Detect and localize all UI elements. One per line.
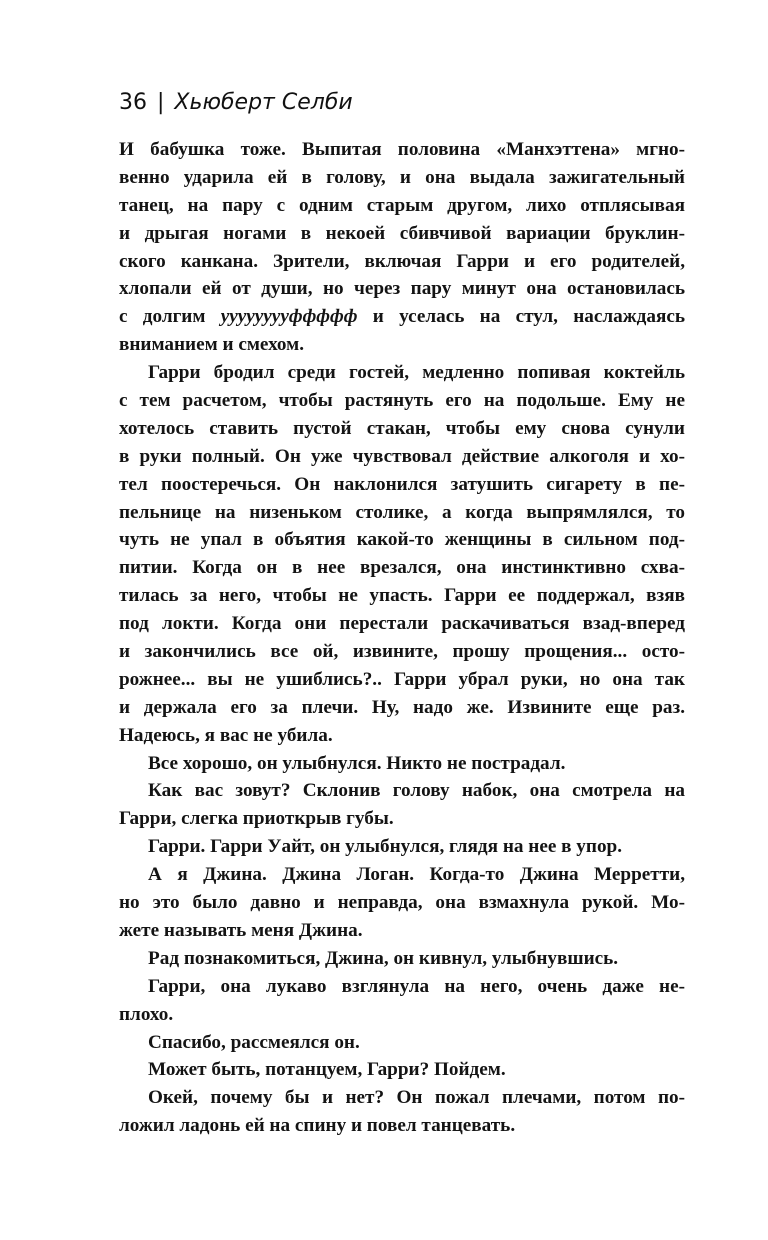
text-line: жете называть меня Джина.	[119, 919, 363, 941]
text-line	[119, 303, 685, 331]
text-line: плохо.	[119, 1003, 174, 1025]
text-line: ского канкана. Зрители, включая Гарри и его родителей,	[119, 250, 685, 272]
text-line: под локти. Когда они перестали раскачиваться взад-вперед	[119, 613, 685, 635]
text-line: пельнице на низеньком столике, а когда выпрямлялся, то	[119, 501, 685, 523]
text-line: А я Джина. Джина Логан. Когда-то Джина Мерретти,	[148, 864, 685, 886]
running-header	[119, 84, 353, 120]
text-line: питии. Когда он в нее врезался, она инстинктивно схва-	[119, 557, 685, 579]
text-line: Все хорошо, он улыбнулся. Никто не пострадал.	[148, 752, 566, 774]
text-line: тилась за него, чтобы не упасть. Гарри ее поддержал, взяв	[119, 585, 685, 607]
text-line: и дрыгая ногами в некоей сбивчивой вариации бруклин-	[119, 222, 685, 244]
text-line: хотелось ставить пустой стакан, чтобы ему снова сунули	[119, 417, 685, 439]
text-line: Окей, почему бы и нет? Он пожал плечами, потом по-	[148, 1087, 685, 1109]
text-line: рожнее... вы не ушиблись?.. Гарри убрал руки, но она так	[119, 668, 685, 690]
text-line: Гарри, она лукаво взглянула на него, очень даже не-	[148, 975, 685, 997]
author-name: Хьюберт Селби	[174, 89, 353, 115]
text-line: но это было давно и неправда, она взмахнула рукой. Мо-	[119, 892, 685, 914]
text-line: Спасибо, рассмеялся он.	[148, 1031, 360, 1053]
text-line: Рад познакомиться, Джина, он кивнул, улыбнувшись.	[148, 947, 619, 969]
text-line: И бабушка тоже. Выпитая половина «Манхэттена» мгно-	[119, 139, 685, 160]
header-separator: |	[157, 89, 165, 115]
text-line: вниманием и смехом.	[119, 334, 305, 356]
body-text	[119, 136, 685, 1140]
text-line: хлопали ей от души, но через пару минут она остановилась	[119, 278, 685, 300]
text-line: чуть не упал в объятия какой-то женщины в сильном под-	[119, 529, 685, 551]
italic-exclamation: ууууууууффффф	[220, 306, 358, 328]
page-number: 36	[119, 89, 147, 115]
text-line: Надеюсь, я вас не убила.	[119, 724, 333, 746]
text-line: Гарри, слегка приоткрыв губы.	[119, 808, 394, 830]
text-line: в руки полный. Он уже чувствовал действие алкоголя и хо-	[119, 445, 685, 467]
text-segment: с долгим	[119, 306, 221, 328]
text-line: и держала его за плечи. Ну, надо же. Извините еще раз.	[119, 696, 685, 718]
text-line: венно ударила ей в голову, и она выдала зажигательный	[119, 166, 685, 188]
text-line: танец, на пару с одним старым другом, лихо отплясывая	[119, 194, 685, 216]
text-line: ложил ладонь ей на спину и повел танцевать.	[119, 1115, 516, 1137]
text-line: с тем расчетом, чтобы растянуть его на подольше. Ему не	[119, 390, 685, 412]
text-line: Гарри бродил среди гостей, медленно попивая коктейль	[148, 362, 685, 384]
text-line: Может быть, потанцуем, Гарри? Пойдем.	[148, 1059, 506, 1081]
text-line: тел поостеречься. Он наклонился затушить сигарету в пе-	[119, 473, 685, 495]
text-line: Как вас зовут? Склонив голову набок, она смотрела на	[148, 780, 685, 802]
text-line: Гарри. Гарри Уайт, он улыбнулся, глядя на нее в упор.	[148, 836, 623, 858]
text-segment: и уселась на стул, наслаждаясь	[357, 306, 685, 328]
text-line: и закончились все ой, извините, прошу прощения... осто-	[119, 641, 685, 663]
